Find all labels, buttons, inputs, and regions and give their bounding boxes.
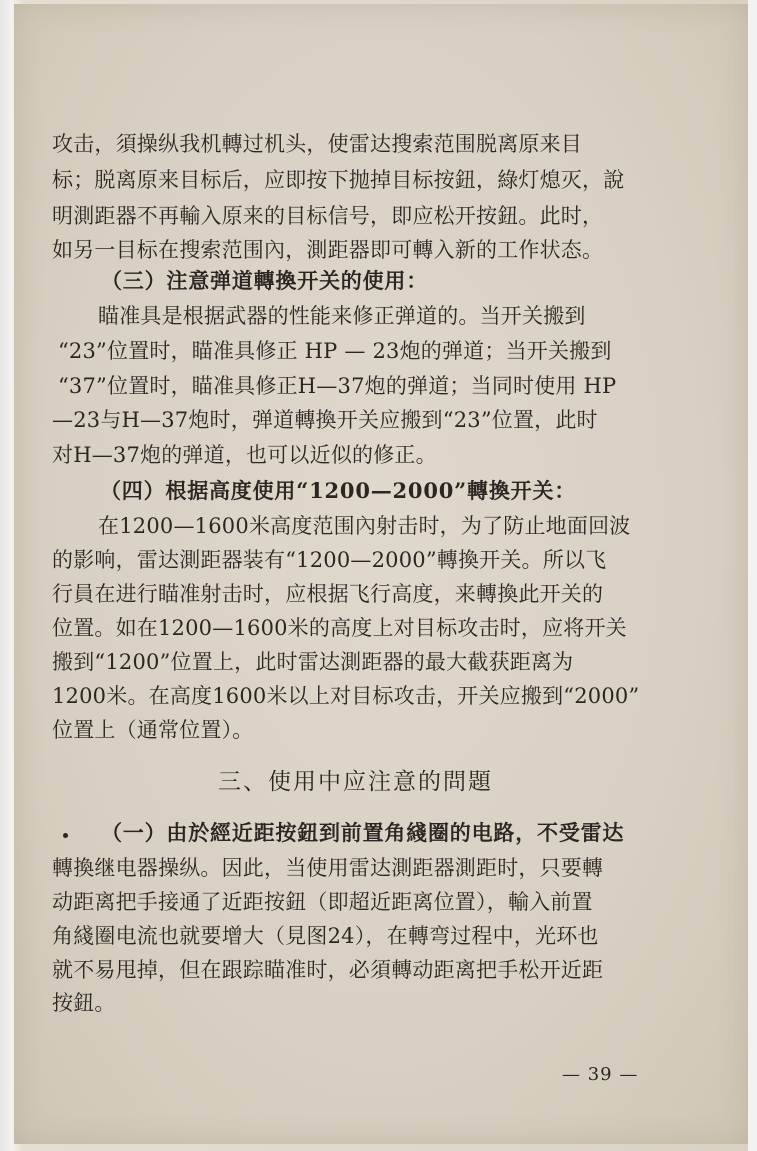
body-line-9: —23与H—37炮时，弹道轉換开关应搬到“23”位置，此时 — [52, 408, 598, 432]
body-line-14: 行員在进行瞄准射击时，应根据飞行高度，来轉換此开关的 — [52, 582, 604, 606]
body-line-22: 动距离把手接通了近距按鈕（即超近距离位置），輸入前置 — [52, 890, 593, 914]
body-line-4: 如另一目标在搜索范围內，測距器即可轉入新的工作状态。 — [52, 238, 604, 262]
body-line-23: 角綫圈电流也就要增大（見图24），在轉弯过程中，光环也 — [52, 924, 599, 948]
ink-speck — [63, 833, 68, 838]
body-line-15: 位置。如在1200—1600米的高度上对目标攻击时，应将开关 — [52, 616, 627, 640]
body-line-25: 按鈕。 — [52, 991, 116, 1015]
body-line-13: 的影响，雷达測距器装有“1200—2000”轉換开关。所以飞 — [52, 548, 607, 572]
subheading-3: （三）注意弹道轉換开关的使用： — [101, 268, 428, 293]
body-line-24: 就不易甩掉，但在跟踪瞄准时，必須轉动距离把手松开近距 — [52, 958, 604, 982]
page-number: — 39 — — [562, 1064, 639, 1085]
page-edge — [748, 0, 757, 1151]
section-title: 三、使用中应注意的問題 — [218, 769, 493, 795]
body-line-21: 轉換继电器操纵。因此，当使用雷达測距器測距时，只要轉 — [52, 856, 604, 880]
body-line-16: 搬到“1200”位置上，此时雷达測距器的最大截获距离为 — [52, 650, 574, 674]
body-line-3: 明測距器不再輸入原来的目标信号，即应松开按鈕。此时， — [52, 204, 604, 228]
body-line-12: 在1200—1600米高度范围內射击时，为了防止地面回波 — [98, 514, 631, 538]
body-line-8: “37”位置时，瞄准具修正H—37炮的弹道；当同时使用 HP — [58, 374, 617, 398]
subheading-4: （四）根据高度使用“1200—2000”轉換开关： — [100, 478, 577, 503]
body-line-6: 瞄准具是根据武器的性能来修正弹道的。当开关搬到 — [98, 304, 586, 328]
body-line-2: 标；脱离原来目标后，应即按下抛掉目标按鈕，綠灯熄灭，說 — [52, 168, 625, 192]
body-line-7: “23”位置时，瞄准具修正 HP — 23炮的弹道；当开关搬到 — [58, 339, 612, 363]
body-line-1: 攻击，須操纵我机轉过机头，使雷达搜索范围脱离原来目 — [52, 132, 582, 156]
body-line-10: 对H—37炮的弹道，也可以近似的修正。 — [52, 443, 437, 467]
body-line-17: 1200米。在高度1600米以上对目标攻击，开关应搬到“2000” — [52, 684, 640, 708]
body-line-20: （一）由於經近距按鈕到前置角綫圈的电路，不受雷达 — [101, 820, 625, 845]
body-line-18: 位置上（通常位置）。 — [52, 718, 254, 742]
